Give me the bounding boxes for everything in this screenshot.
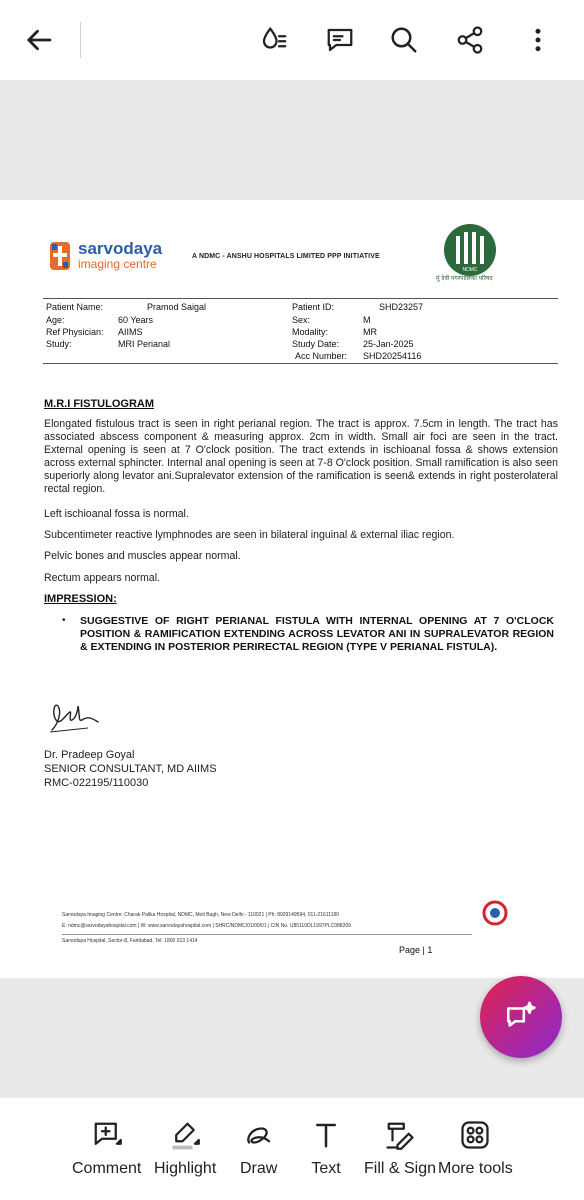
pdf-page: [0, 200, 584, 978]
footer-line-2: E: ndmc@sarvodayahospital.com | W: www.sarvodayahospital.com | SHRC/NDMC/01/00/01 | CIN No. U85110DL1997PLC088209: [62, 923, 351, 929]
impression-text: SUGGESTIVE OF RIGHT PERIANAL FISTULA WITH INTERNAL OPENING AT 7 O'CLOCK POSITION & RAMIFICATION EXTENDING ACROSS LEVATOR ANI IN SUPRALEVATOR REGION & EXTENDING IN POSTERIOR PERIRECTAL REGION (TYPE V PERIANAL FISTULA).: [80, 615, 554, 653]
nabh-logo: [478, 900, 512, 934]
fill-sign-tool-label: Fill & Sign: [364, 1160, 437, 1177]
study-label: Study:: [46, 339, 72, 349]
highlight-pen-icon: [170, 1120, 200, 1150]
finding-paragraph-2: Left ischioanal fossa is normal.: [44, 508, 189, 520]
text-icon: [311, 1120, 341, 1150]
highlight-tool-label: Highlight: [154, 1160, 217, 1177]
share-icon[interactable]: [450, 20, 490, 60]
study-date-label: Study Date:: [292, 339, 340, 349]
ai-assistant-icon: [504, 1000, 538, 1034]
report-title: M.R.I FISTULOGRAM: [44, 398, 154, 410]
comment-icon[interactable]: [320, 20, 360, 60]
comment-tool[interactable]: [72, 1120, 141, 1178]
ref-physician-label: Ref Physician:: [46, 327, 104, 337]
finding-paragraph-1: Elongated fistulous tract is seen in right perianal region. The tract is approx. 7.5cm in length. The tract has associated abscess component & measuring approx. 2cm in width. Small air foci are seen in the tract. External opening is seen at 7 O'clock position. The tract extends in ischioanal fossa & shows extension across external sphincter. Internal anal opening is seen at 7-8 O'clock position. Small ramification is also seen superiorly along levator ani.Supralevator extension of the ramification is seen& extends in right posterolateral rectal region.: [44, 418, 558, 495]
ndmc-caption: मुं देवी नगरपालिका परिषद: [436, 276, 493, 282]
text-tool[interactable]: [311, 1120, 341, 1178]
finding-paragraph-4: Pelvic bones and muscles appear normal.: [44, 550, 241, 562]
finding-paragraph-3: Subcentimeter reactive lymphnodes are seen in bilateral inguinal & external iliac region.: [44, 529, 455, 541]
acc-number-label: Acc Number:: [295, 351, 348, 361]
draw-icon: [244, 1120, 274, 1150]
study-value: MRI Perianal: [118, 339, 171, 349]
doctor-name: Dr. Pradeep Goyal: [44, 749, 135, 761]
finding-paragraph-5: Rectum appears normal.: [44, 572, 160, 584]
patient-id: SHD23257: [379, 302, 424, 312]
sarvodaya-logo-mark: [48, 240, 72, 272]
sex-label: Sex:: [292, 315, 311, 325]
comment-tool-label: Comment: [72, 1160, 142, 1177]
footer-rule: [62, 934, 472, 935]
ndmc-label: NDMC: [462, 267, 478, 273]
ai-assistant-button[interactable]: [480, 976, 562, 1058]
ppp-initiative-text: A NDMC - ANSHU HOSPITALS LIMITED PPP INITIATIVE: [192, 253, 380, 260]
patient-name: Pramod Saigal: [147, 302, 207, 312]
top-toolbar: [0, 0, 584, 80]
logo-line2: imaging centre: [78, 257, 157, 271]
patient-info-table: [43, 298, 558, 364]
more-tools-tool[interactable]: [438, 1120, 513, 1178]
doctor-title: SENIOR CONSULTANT, MD AIIMS: [44, 763, 217, 775]
bottom-toolbar: [0, 1098, 584, 1200]
page-number: Page | 1: [399, 945, 433, 955]
footer-line-3: Sarvodaya Hospital, Sector-8, Faridabad, Tel: 1800 313 1414: [62, 938, 198, 944]
draw-tool[interactable]: [240, 1120, 277, 1178]
age-label: Age:: [46, 315, 65, 325]
read-aloud-icon[interactable]: [254, 20, 294, 60]
draw-tool-label: Draw: [240, 1160, 278, 1177]
doctor-signature: [48, 700, 108, 736]
footer-line-1: Sarvodaya Imaging Centre: Charak Palika Hospital, NDMC, Moti Bagh, New Delhi - 110021 | Ph: 8929149594, 011-21611180: [62, 912, 339, 918]
study-date-value: 25-Jan-2025: [363, 339, 414, 349]
doctor-block: [44, 748, 217, 790]
fill-sign-icon: [385, 1120, 415, 1150]
age-value: 60 Years: [118, 315, 154, 325]
highlight-tool[interactable]: [154, 1120, 216, 1178]
patient-name-label: Patient Name:: [46, 302, 104, 312]
modality-label: Modality:: [292, 327, 329, 337]
toolbar-divider: [80, 22, 81, 58]
impression-bullet: •: [62, 615, 66, 626]
more-vertical-icon[interactable]: [518, 20, 558, 60]
acc-number-value: SHD20254116: [363, 351, 422, 361]
ref-physician-value: AIIMS: [118, 327, 143, 337]
more-tools-tool-label: More tools: [438, 1160, 513, 1177]
back-arrow-icon[interactable]: [20, 20, 60, 60]
logo-line1: sarvodaya: [78, 239, 163, 258]
page-footer: [62, 910, 482, 947]
modality-value: MR: [363, 327, 377, 337]
search-icon[interactable]: [384, 20, 424, 60]
fill-sign-tool[interactable]: [364, 1120, 436, 1178]
sex-value: M: [363, 315, 371, 325]
patient-id-label: Patient ID:: [292, 302, 335, 312]
doctor-registration: RMC-022195/110030: [44, 777, 149, 789]
text-tool-label: Text: [311, 1160, 341, 1177]
more-tools-icon: [460, 1120, 490, 1150]
sarvodaya-logo: [48, 240, 162, 272]
comment-add-icon: [92, 1120, 122, 1150]
impression-heading: IMPRESSION:: [44, 593, 117, 605]
